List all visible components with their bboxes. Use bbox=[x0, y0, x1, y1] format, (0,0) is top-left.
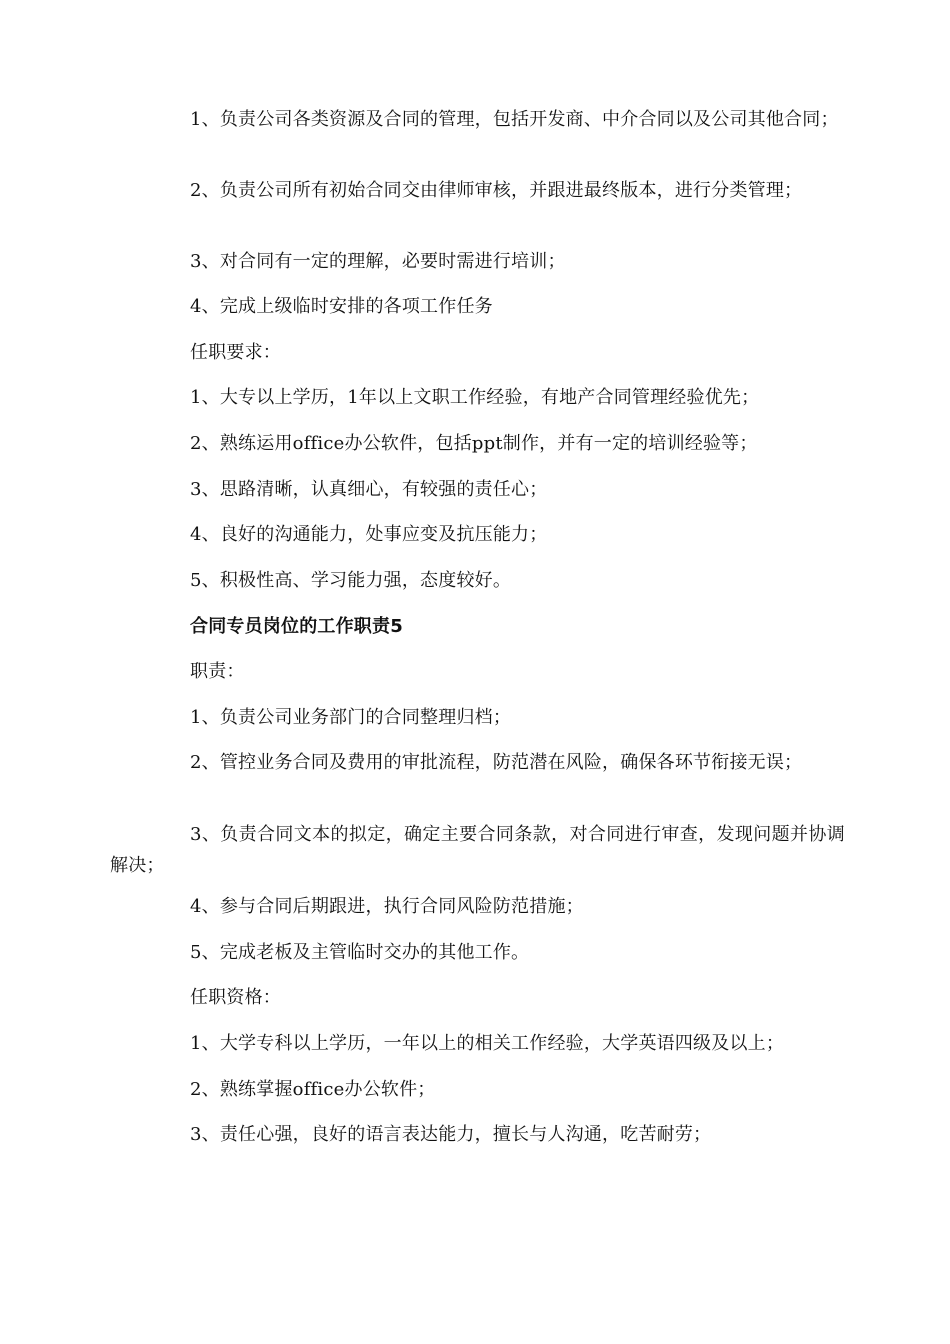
paragraph-duty-4: 4、完成上级临时安排的各项工作任务 bbox=[190, 296, 493, 317]
paragraph-duties-label: 职责： bbox=[190, 661, 245, 682]
paragraph-duty-2: 2、负责公司所有初始合同交由律师审核，并跟进最终版本，进行分类管理； bbox=[190, 180, 803, 201]
paragraph-qualification-1: 1、大学专科以上学历，一年以上的相关工作经验，大学英语四级及以上； bbox=[190, 1033, 785, 1054]
paragraph-duty-1: 1、负责公司各类资源及合同的管理，包括开发商、中介合同以及公司其他合同； bbox=[190, 109, 839, 130]
paragraph-requirement-2: 2、熟练运用office办公软件，包括ppt制作，并有一定的培训经验等； bbox=[190, 433, 758, 454]
paragraph-requirements-label: 任职要求： bbox=[190, 342, 281, 363]
section-heading: 合同专员岗位的工作职责5 bbox=[190, 616, 403, 637]
paragraph-duty-5-2: 2、管控业务合同及费用的审批流程，防范潜在风险，确保各环节衔接无误； bbox=[190, 752, 803, 773]
paragraph-duty-5-3: 3、负责合同文本的拟定，确定主要合同条款，对合同进行审查，发现问题并协调解决； bbox=[110, 824, 845, 876]
paragraph-requirement-1: 1、大专以上学历，1年以上文职工作经验，有地产合同管理经验优先； bbox=[190, 387, 760, 408]
paragraph-duty-5-5: 5、完成老板及主管临时交办的其他工作。 bbox=[190, 942, 530, 963]
paragraph-qualification-3: 3、责任心强，良好的语言表达能力，擅长与人沟通，吃苦耐劳； bbox=[190, 1124, 712, 1145]
paragraph-duty-3: 3、对合同有一定的理解，必要时需进行培训； bbox=[190, 251, 566, 272]
paragraph-requirement-3: 3、思路清晰，认真细心，有较强的责任心； bbox=[190, 479, 548, 500]
paragraph-duty-5-4: 4、参与合同后期跟进，执行合同风险防范措施； bbox=[190, 896, 584, 917]
paragraph-qualification-2: 2、熟练掌握office办公软件； bbox=[190, 1079, 436, 1100]
paragraph-requirement-4: 4、良好的沟通能力，处事应变及抗压能力； bbox=[190, 524, 548, 545]
paragraph-duty-5-1: 1、负责公司业务部门的合同整理归档； bbox=[190, 707, 512, 728]
paragraph-qualifications-label: 任职资格： bbox=[190, 987, 281, 1008]
paragraph-requirement-5: 5、积极性高、学习能力强，态度较好。 bbox=[190, 570, 512, 591]
